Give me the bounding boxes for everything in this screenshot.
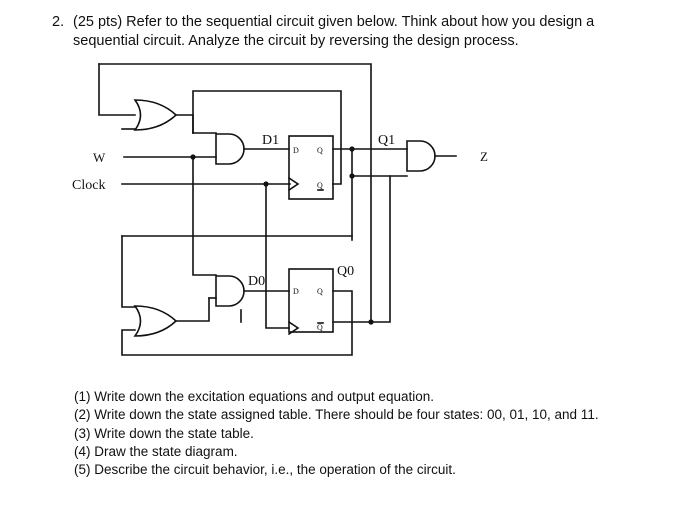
task-item: (3) Write down the state table. <box>74 425 254 441</box>
ff1-pin-q: Q <box>317 146 323 155</box>
junction-dot <box>368 319 373 324</box>
label-d0: D0 <box>248 274 266 289</box>
junction-dot <box>349 146 354 151</box>
ff1-pin-d: D <box>293 146 299 155</box>
ff0-pin-q: Q <box>317 287 323 296</box>
label-q0: Q0 <box>337 264 355 279</box>
task-item: (5) Describe the circuit behavior, i.e., the operation of the circuit. <box>74 462 456 478</box>
label-z: Z <box>480 149 488 164</box>
or-gate-top <box>135 100 176 130</box>
ff0-pin-qbar: Q <box>317 323 323 332</box>
task-item: (2) Write down the state assigned table. There should be four states: 00, 01, 10, and 11. <box>74 407 599 423</box>
question-text: (25 pts) Refer to the sequential circuit given below. Think about how you design a sequential circuit. Analyze the circuit by reversing the design process. <box>73 14 595 49</box>
junction-dot <box>349 173 354 178</box>
junction-dot <box>190 154 195 159</box>
flipflop-0 <box>289 269 333 332</box>
task-list <box>74 388 599 479</box>
and-gate-d1 <box>216 134 244 164</box>
label-clock: Clock <box>72 178 106 193</box>
junction-dot <box>263 181 268 186</box>
question-number: 2. <box>52 14 65 30</box>
and-gate-d0 <box>216 276 244 306</box>
and-gate-output <box>407 141 435 171</box>
or-gate-bottom <box>135 306 176 336</box>
task-item: (4) Draw the state diagram. <box>74 443 238 459</box>
label-d1: D1 <box>262 133 280 148</box>
label-q1: Q1 <box>378 133 396 148</box>
label-w: W <box>93 150 106 165</box>
ff1-pin-qbar: Q <box>317 181 323 190</box>
ff0-pin-d: D <box>293 287 299 296</box>
task-item: (1) Write down the excitation equations and output equation. <box>74 389 434 404</box>
